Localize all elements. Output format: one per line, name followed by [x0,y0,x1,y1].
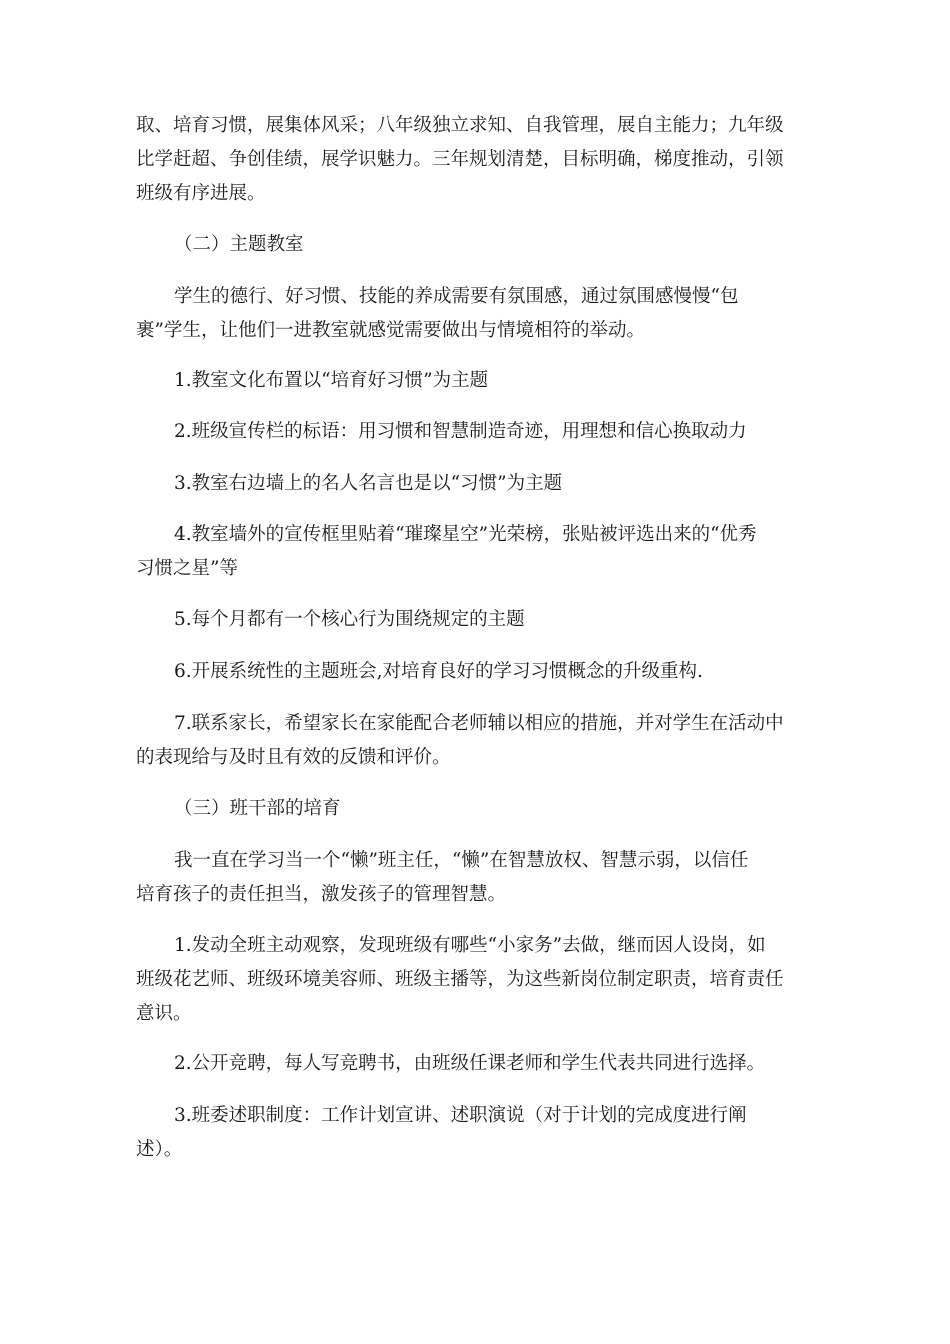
text-line: 习惯之星”等 [136,558,238,579]
text-line: 裹”学生，让他们一进教室就感觉需要做出与情境相符的举动。 [136,320,645,341]
text-line: 述）。 [136,1139,183,1160]
list-item-3 [136,467,816,501]
text-line: 班级花艺师、班级环境美容师、班级主播等，为这些新岗位制定职责，培育责任 [136,969,784,990]
text-line: 1.教室文化布置以“培育好习惯”为主题 [174,370,489,391]
text-line: 培育孩子的责任担当，激发孩子的管理智慧。 [136,884,507,905]
text-line: 取、培育习惯，展集体风采；八年级独立求知、自我管理，展自主能力；九年级 [136,115,784,136]
list-item-6 [136,655,816,689]
list-item-2 [136,415,816,449]
list-item-1 [136,364,816,398]
text-line: 3.教室右边墙上的名人名言也是以“习惯”为主题 [174,473,563,494]
text-line: 我一直在学习当一个“懒”班主任，“懒”在智慧放权、智慧示弱，以信任 [174,850,749,871]
paragraph-grade-plan [136,109,816,211]
heading-themed-classroom [136,228,816,262]
text-line: 班级有序进展。 [136,183,266,204]
cadre-item-2 [136,1047,816,1081]
cadre-item-1 [136,929,816,1031]
text-line: （三）班干部的培育 [174,798,341,819]
text-line: 2.班级宣传栏的标语：用习惯和智慧制造奇迹，用理想和信心换取动力 [174,421,747,442]
text-line: 6.开展系统性的主题班会,对培育良好的学习习惯概念的升级重构. [174,661,703,682]
text-line: 7.联系家长，希望家长在家能配合老师辅以相应的措施，并对学生在活动中 [174,713,784,734]
text-line: 的表现给与及时且有效的反馈和评价。 [136,747,451,768]
text-line: 意识。 [136,1003,192,1024]
text-line: 学生的德行、好习惯、技能的养成需要有氛围感，通过氛围感慢慢“包 [174,286,739,307]
heading-class-cadre [136,792,816,826]
paragraph-atmosphere [136,280,816,348]
text-line: 5.每个月都有一个核心行为围绕规定的主题 [174,609,525,630]
list-item-7 [136,707,816,775]
text-line: 2.公开竞聘，每人写竞聘书，由班级任课老师和学生代表共同进行选择。 [174,1053,766,1074]
list-item-5 [136,603,816,637]
cadre-item-3 [136,1099,816,1167]
text-line: 3.班委述职制度：工作计划宣讲、述职演说（对于计划的完成度进行阐 [174,1105,747,1126]
text-line: 1.发动全班主动观察，发现班级有哪些“小家务”去做，继而因人设岗，如 [174,935,766,956]
paragraph-lazy-teacher [136,844,816,912]
text-line: 4.教室墙外的宣传框里贴着“璀璨星空”光荣榜，张贴被评选出来的“优秀 [174,524,757,545]
text-line: 比学赶超、争创佳绩，展学识魅力。三年规划清楚，目标明确，梯度推动，引领 [136,149,784,170]
list-item-4 [136,518,816,586]
text-line: （二）主题教室 [174,234,304,255]
